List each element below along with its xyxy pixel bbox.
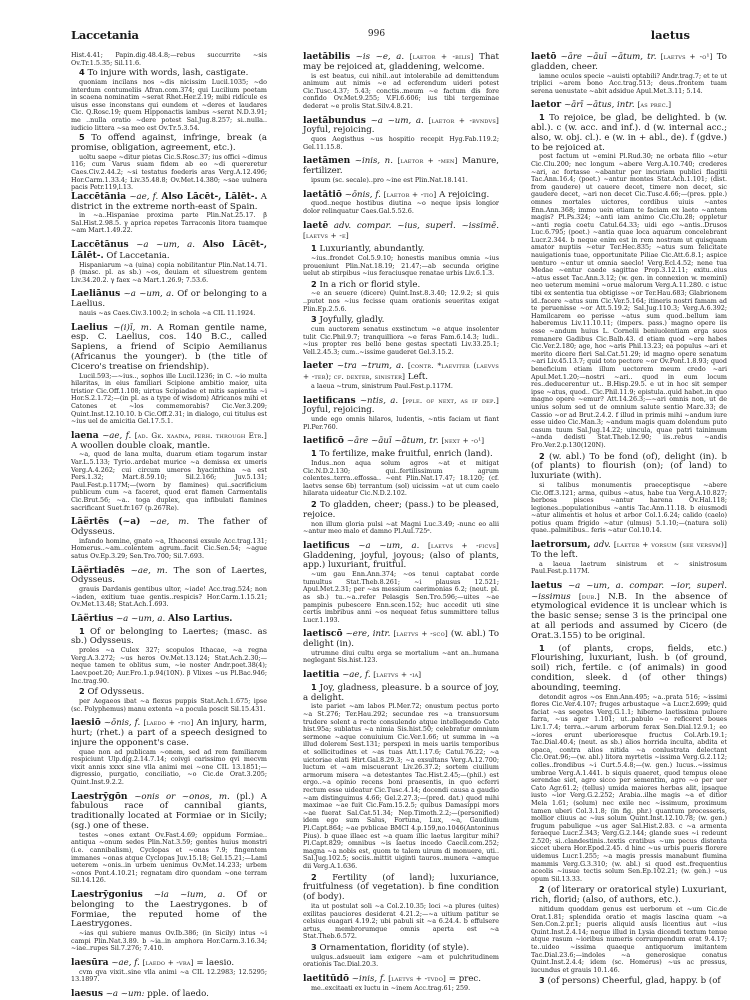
column-left: [71, 51, 268, 999]
definition: A Roman gentile name, esp. C. Laelius, cos. 140 B.C., called Sapiens, a friend of Scipio Aemilianus (Africanus the younger). b (the title of Cicero's treatise on friendship).: [71, 322, 267, 372]
etymology: [pple. of next, as if dep.]: [402, 395, 500, 405]
definition: A rejoicing.: [439, 189, 490, 200]
dictionary-entry: [303, 974, 499, 992]
sense-number: 2: [539, 884, 545, 895]
headword: laetus: [531, 579, 563, 591]
grammar-info: ~is ~e, a.: [355, 52, 405, 62]
sense-text: (of plants, crops, fields, etc.) Flourishing, luxuriant, lush. b (of ground, soil) rich, fertile. c (of animals) in good condition, sleek. d (of other things) abounding, teeming.: [531, 643, 727, 693]
definition: = prec.: [448, 973, 481, 984]
sense-text: Of or belonging to Laertes; (masc. as sb.) Odysseus.: [71, 626, 267, 647]
headword: Laccētānia: [71, 190, 127, 202]
etymology: [as prec.]: [637, 100, 672, 110]
grammar-info: adv. compar. ~ius, superl. ~issimē.: [333, 220, 499, 231]
entry-head: [71, 323, 267, 373]
entry-head: [303, 116, 499, 137]
citations: ~ias qui subiere manus Ov.Ib.386; (in Sicily) intus ~i campi Plin.Nat.3.89. b ~ia..in amphora Hor.Carm.3.16.34; ~iae..rupes Sil.7.276; 7.410.: [71, 929, 267, 953]
grammar-info: ~onis or ~onos, m.: [134, 791, 230, 802]
etymology: [ad. Gk. χλαῖνα, perh. through Etr.]: [134, 430, 268, 440]
definition: Joyful, rejoicing.: [303, 405, 375, 416]
citations: in ~a..Hispaniae proxima parte Plin.Nat.25.17. β Sal.Hist.2.98.5. γ aprica repetes Tarraconis litora tuamque ~am Mart.1.49.22.: [71, 211, 267, 235]
citations: ~um gau Enn.Ann.374; ~os tenui captabat corde tumultus Stat.Theb.8.261; ~i plausus 12.521; Apul.Met.2.31; per ~as messium caerimonias 6.2; (neut. pl. as sb.) tu..~a..refer Pelasgis Sen.Tro.596;—uites ~ae pampinis pubescere Enn.scen.152; huc accedit uti sine certis imbribus anni ~os nequeat fetus summittere tellus Lucr.1.193.: [303, 570, 499, 624]
dictionary-entry: [71, 289, 267, 317]
dictionary-entry: [303, 52, 499, 111]
definition: Manure, fertilizer.: [303, 156, 499, 177]
dictionary-entry: [303, 221, 499, 357]
citations: uulgus..adsueuit iam exigere ~am et pulchritudinem orationis Tac.Dial.20.3.: [303, 952, 499, 969]
etymology: [next + -o¹]: [441, 436, 485, 446]
entry-head: [303, 361, 499, 383]
headword: laetificō: [303, 435, 345, 447]
dictionary-entry: [71, 323, 267, 426]
grammar-info: ~a ~um, a.: [370, 115, 424, 126]
definition: A woollen double cloak, mantle.: [71, 440, 211, 451]
grammar-info: ~ae, m.: [130, 565, 168, 576]
entry-head: [71, 989, 267, 1000]
column-middle: [303, 51, 500, 992]
entry-head: [531, 581, 727, 642]
dictionary-entry: [531, 540, 727, 576]
etymology: [laetvs + -e]: [303, 231, 349, 241]
definition: That may be rejoiced at, gladdening, welcome.: [303, 52, 499, 72]
dictionary-entry: [303, 436, 499, 535]
entry-head: [71, 718, 267, 748]
sense-text: To offend against, infringe, break (a promise, obligation, agreement, etc.).: [71, 133, 267, 153]
citations: me..excitaati ex luctu in ~inem Acc.trag.61; 259.: [311, 983, 471, 992]
running-head: [71, 28, 690, 44]
grammar-info: ~ārī ~ātus, intr.: [563, 100, 635, 111]
entry-head: [531, 100, 727, 111]
sense-number: 3: [539, 975, 545, 986]
headword: laetābilis: [303, 51, 351, 62]
citations: si talibus monumentis praeceptisque ~abere Cic.Off.3.121; arma, quibus ~atus, habe tua Verg.A.10.827; herbosa pisces ~antur harena Ov.Hal.118; legiones..populationibus ~antis Tac.Ann.11.18. b eiusmodi ~atur alimentis et holus et arbor Col.1.6.24; calido (caelo) potius quam frigido ~atur (ulmus) 5.1.10;—(natura soli) quae..palmitibus.. feris ~atur Col.10.14.: [531, 480, 727, 535]
dictionary-entry: [71, 566, 267, 609]
citations: cum auctorem senatus exstinctum ~e atque insolenter tulit Cic.Phil.9.7; tranquilliora ~e feras Fam.6.14.3; ludi.. ~ius propter res bello bene gestas spectati Liv.33.25.1; Vell.2.45.3; cum..~issime gauderet Gel.3.15.2.: [303, 325, 499, 356]
headword: Laccētānus: [71, 239, 129, 251]
headword: laesūra: [71, 956, 109, 968]
sense-definition: [71, 133, 267, 154]
grammar-info: ~ōnis, f.: [344, 189, 381, 200]
entry-head: [71, 517, 267, 538]
etymology: [laedo + -tio]: [143, 718, 194, 728]
sense-number: 2: [539, 450, 545, 461]
entry-head: [71, 192, 267, 213]
sense-number: 1: [539, 112, 545, 123]
headword: laesiō: [71, 717, 101, 729]
sense-definition: [71, 627, 267, 648]
grammar-info: ~tra ~trum, a.: [336, 361, 404, 372]
citations: quoniam incilans nos ~dis nicissim Lucil.1035; ~do interdum contumeliis Afran.com.374; qui Lucilium poetam in scaena nominatim ~serat Rhet.Her.2.19; mibi ridicule es uisus esse inconstans qui eundem et ~deres et laudares Cic. Q.Rosc.19; quem Hipponactis iambus ~serat N.D.3.91; me ..nulla oratio ~dere potest Sal.Jug.8.257; si..nulla.. iudicio littera ~sa meo est Ov.Tr.5.3.54.: [71, 77, 267, 132]
headword: laetāmen: [303, 155, 351, 167]
dictionary-entry: [531, 100, 727, 535]
entry-head: [303, 221, 499, 243]
etymology: [laetvs + -sco]: [393, 629, 448, 639]
headword: laetātiō: [303, 188, 342, 200]
grammar-info: ~ae, f.: [111, 957, 140, 968]
sense-number: 1: [311, 448, 317, 459]
grammar-info: ~a ~um, a.: [115, 613, 166, 624]
headword: Lāërtiadēs: [71, 564, 125, 576]
entry-head: [71, 792, 267, 832]
citations: Lucil.593;—~ius.., sophos ille Lucil.1236; in C. ~io multa hilaritas, in eius familiari Scipione ambitio maior, uita tristior Cic.Off.1.108; uirtus Scipiadae et mitis sapientia ~i Hor.S.2.1.72;—(in pl. as a type of wisdom) Africanos mihi et Catones et ~los commemorabis? Cic.Ver.3.209; Quint.Inst.12.10.10. b Cic.Off.2.31; in dialogo, cui titulus est ~ius uel de amicitia Gel.17.5.1.: [71, 371, 268, 426]
definition: Gladdening, joyful, joyous; (also of plants, app.) luxuriant, fruitful.: [303, 550, 499, 571]
citations: iste pariet ~am labos Pl.Mer.72; onustum pectus porto ~a St.276; Ter.Hau.292; secundae res ~a transuorsum trudere solent a recte consulendo atque intellegendo Cato hist.95a; sublatus ~a nimia Sis.hist.50; celebratur omnium sermone ~aque conuiuium Cic.Ver.1.66; ut summa in ~a illud dolerem Sest.131; perspexi in meis uariis temporibus et sollicitudines et ~as tuas Att.1.17.6; Catul.76.22; ~a uictoriae elati Hirt.Gal.8.29.3; ~a exsultans Verg.A.12.700; luctum et ~am miscuerant Liv.26.37.2; sortem ciuilium armorum misera ~a detestantes Tac.Hist.2.45;—(phil.) est ergo..~a opinio recens boni praesentis, in quo ecferri rectum esse uideatur Cic.Tusc.4.14; docendi causa a gaudio ~am distinguimus 4.66; Gel.2.27.3;—(pred. dat.) quod mihi maximae ~ae fuit Cic.Fam.15.2.5; quibus Damasippi mors ~ae fuerat Sal.Cat.51.34; Nep.Timoth.2.2;—(personified) idem ego sum Salus, Fortuna, Lux, ~a, Gaudium Pl.Capt.864; ~ae pvblicae BMCI 4.p.159,no.1046(Antoninus Pius). b quae illaec est ~a quam illic laetus largitur mihi? Pl.Capt.829; omnibus ~is laetus incedo Caecil.com.252; magna ~a nobis est, quom te talem uirum di monuere, uti.. Sal.Jug.102.5; sociis..mittit uiginti tauros..munera ~amque dii Verg.A.1.636.: [303, 702, 499, 870]
headword: laetō: [531, 51, 557, 62]
dictionary-entry: [71, 192, 267, 235]
citations: infando homine, gnato ~a, Ithacensi exsule Acc.trag.131; Homerus..~am..colentem agrum..facit Cic.Sen.54; ~ague satus Ov.Ep.3.29; Sen.Tro.700; Sil.7.693.: [71, 536, 267, 560]
dictionary-entry: [303, 629, 499, 665]
dictionary-entry: [71, 989, 267, 1000]
entry-head: [303, 52, 499, 73]
etymology: [contr. *laeviter (laevvs + -ter); cf. dexter, sinister]: [303, 361, 499, 382]
citations: ~e an seuere (dicere) Quint.Inst.8.3.40; 12.9.2; si quis ..putet nos ~ius fecisse quam orationis seueritas exigat Plin.Ep.2.5.6.: [303, 289, 499, 313]
citations: is est beatus, cui nihil..aut intolerabile ad demittendum animum aut nimis ~e ad ecferendum uideri potest Cic.Tusc.4.37; 5.43; conctis..meum ~e factum dis fore confido Ov.Met.9.255; V.Fl.6.606; ius tibi tergeminae dederat ~e prolis Stat.Silv.4.8.21.: [303, 71, 499, 110]
grammar-info: adv.: [593, 540, 611, 551]
dictionary-entry: [303, 156, 499, 184]
grammar-info: ~a ~um, a.: [358, 540, 420, 551]
sense-definition: [531, 976, 727, 987]
grammar-info: ~ae, f.: [102, 430, 132, 441]
definition: The son of Laertes, Odysseus.: [71, 565, 268, 586]
sense-text: To fertilize, make fruitful, enrich (land).: [319, 449, 493, 460]
dictionary-entry: [71, 792, 267, 885]
grammar-info: ~a ~um:: [105, 988, 145, 999]
right-guideword: laetus: [650, 28, 690, 42]
grammar-info: ~inis, n.: [354, 156, 393, 167]
citations: ipsum (sc. secale)..pro ~ine est Plin.Nat.18.141.: [311, 175, 468, 184]
column-right: [531, 51, 728, 987]
headword: laetiscō: [303, 628, 343, 640]
entry-head: [71, 240, 267, 262]
headword: laena: [71, 429, 99, 441]
definition: To gladden, cheer.: [531, 52, 727, 72]
entry-head: [71, 566, 267, 587]
sense-text: (of persons) Cheerful, glad, happy. b (of: [547, 976, 721, 987]
definition: To the left.: [531, 549, 578, 560]
sense-text: Of Odysseus.: [87, 687, 145, 698]
definition: An injury, harm, hurt; (rhet.) a part of a speech designed to injure the opponent's case.: [71, 718, 268, 748]
sense-number: 1: [79, 625, 85, 636]
etymology: [laetvs + -ia]: [373, 670, 422, 680]
definition: Left.: [407, 372, 429, 383]
sense-text: Ornamentation, floridity (of style).: [319, 942, 470, 953]
sense-number: 1: [311, 243, 317, 254]
etymology: [laeter + vorsum (see versvm)]: [613, 540, 727, 550]
sense-text: (of literary or oratorical style) Luxuriant, rich, florid; (also, of authors, etc.).: [531, 885, 728, 906]
sense-text: In a rich or florid style.: [319, 279, 421, 290]
dictionary-entry: [303, 361, 499, 390]
citations: ~ius..frondet Col.5.9.10; honestis manibus omnia ~ius proueniunt Plin.Nat.18.19; 21.47;—ab secunda origine uelut ab stirpibus ~ius feraciusque renatae urbis Liv.6.1.3.: [303, 253, 499, 278]
grammar-info: ~āre ~āuī ~ātum, tr.: [560, 52, 657, 62]
headword: laetor: [531, 99, 562, 111]
citations: a laeua laetrum sinistrum et ~ sinistrosum Paul.Fest.p.117M.: [531, 559, 727, 576]
sense-text: (w. abl.) To be fond (of), delight (in). b (of plants) to flourish (on); (of land) to luxuriate (with).: [531, 451, 727, 482]
citations: ~a, quod de lana multa, duarum etiam togarum instar Var.L.5.133; Tyrio..ardebat murice ~a demissa ex umeris Verg.A.4.262; cui circum umeros hyacinthina ~a est Pers.1.32; Mart.8.59.10; Sil.2.166; Juv.5.131; Paul.Fest.p.117M;—(worn by flamines) qui..sacrificium publicum cum ~a faceret, quod erat flamen Carmentalis Cic.Brut.56; ~a.. toga duplex, qua infibulati flamines sacrificant Suet.fr.167 (p.267Re).: [71, 450, 267, 512]
sense-number: 3: [311, 314, 317, 325]
citations: post factum ut ~emini Pl.Rud.30; ne orbata filio ~etur Cic.Clu.200; nec longum ~abere Verg.A.10.740; crederes ~ari, ac fortasse ~abantur per incuriam publici flagitii Tac.Ann.16.4; (poet.) ~antur montes Stat.Ach.1.101; (dist. from gaudere) ut cauere decet, timere non decet, sic gaudere decet, ~ari non decet Cic.Tusc.4.66;—(pres. pple.) omnes mortales uictores, cordibus uiuis ~antes Enn.Ann.368; immo uein etiam te faciam ex laeto ~antem magis? Pl.Ps.324; ~anti iam animo Cic.Clu.28; oppletur ~anti regia coetu Catul.64.33; uidi ego ~antis..Drusos Luc.6.795; (poet.) ~antia quae loca aquarum concelebrant Lucr.2.344. b neque enim est in rem nostram ut quisquam amator nuptiis ~etur Ter.Hec.835; ~atus sum felicitate nauigationis tuae, opportunitate Piliae Cic.Att.6.8.1; aspice uenturo ~entur ut omnia saeclo! Verg.Ecl.4.52; nene tua Medae ~entur caede sagittae Prop.3.12.11; exitu..eius ~atus esset Tac.Ann.3.12; (w. gen. in connexion w. meminī) neo ueterum memini ~orue malorum Verg.A.11.280. c istuc tibi ex sententia tua obtigisse ~or Ter.Hau.683; Glabrionem id..facere ~atus sum Cic.Ver.5.164; itineris nostri famam ad te peruenisse ~or Att.5.19.2; Sal.Jug.110.3; Verg.A.6.392; Hamilcarem eo perisse ~atus sum quod..bellum iam haberemus Liv.11.10.11; (impers. pass.) magno opere iis esse ~andum huius L. Cornelii beniuolentiam erga suos remanere Gadibus Cic.Balb.43. d etiam quod ~ere habes Cic.Ver.2.180; age, hoc ~aris Phil.13.23; ea populus ~ari et merito dicere fieri Sal.Cat.51.29; id magno opere senatum ~ari Liv.45.13.7; quid toto pectore ~or Ov.Pont.1.8.93; quod beneficium etiam illum uectorem meum credo ~ari Apul.Met.1.20;—nostri ~ari.. quod in eum locum res..deducerentur ut.. B.Hisp.29.5. e ut in hoc sit semper ipse ~atus, quod.. Cic.Phil.11.9; epistula..quid habet..in quo magno opere ~emur? Att.14.26.3;—~ari omnis non, ut de unius solum sed ut de omnium salute sentio Marc.33; de Cassio ~or ad Brut.2.4.2. f illud in primis mihi ~andum iure esse uideo Cic.Man.3; ~andum magis quam dolendum puto casum tuum Sal.Jug.14.22; uincula, quae patri tainimum ~anda dedisti Stat.Theb.12.90; iis..rebus ~andis Fro.Ver.2.p.130(120N).: [531, 152, 727, 449]
continued-sense: [71, 68, 267, 132]
sense-text: Fertility (of land); luxuriance, fruitfulness (of vegetation). b fine condition (of body).: [303, 872, 499, 903]
citations: grauis Dardanis gentibus ultor, ~iade! Acc.trag.524; non ~iaden, exitium tuae gentis..respicis? Hor.Carm.1.15.21; Ov.Met.13.48; Stat.Ach.1.693.: [71, 585, 267, 609]
sense-number: 2: [311, 498, 317, 509]
dictionary-entry: [71, 517, 267, 560]
headword: laetābundus: [303, 114, 366, 126]
definition: (pl.) A fabulous race of cannibal giants, traditionally located at Formiae or in Sicily; (sg.) one of these.: [71, 791, 268, 831]
headword: Laeliānus: [71, 288, 121, 300]
variant-forms: Also Lācēt-, Lālēt-.: [71, 239, 267, 261]
grammar-info: ~ae, f.: [342, 670, 371, 681]
grammar-info: ~ae, f.: [129, 191, 159, 202]
entry-head: [303, 436, 499, 447]
grammar-info: ~ere, intr.: [345, 629, 391, 640]
headword: laetitia: [303, 669, 340, 681]
definition: Of Laccetania.: [106, 250, 170, 261]
entry-head: [71, 890, 267, 930]
sense-number: 4: [79, 67, 85, 78]
sense-definition: [303, 683, 499, 704]
sense-number: 2: [311, 871, 317, 882]
citations: unde ego omnis hilaros, ludentis, ~ntis faciam ut fiant Pl.Per.760.: [303, 415, 499, 431]
entry-head: [303, 396, 499, 417]
headword: Laestrȳgōn: [71, 790, 128, 802]
definition: Of or belonging to the Laestrygones. b of Formiae, the reputed home of the Laestrygones.: [71, 889, 268, 930]
citations: Indus..non aqua solum agros ~at et mitigat Cic.N.D.2.130; qui..fertilissimum agrum colentes..terra..effossa.. ~ent Plin.Nat.17.47; 18.120; (cf. laetvs sense 6b) terrantum (sol) uicissim ~at ut cum caelo hilarata uideatur Cic.N.D.2.102.: [303, 459, 499, 498]
citations: nauis ~as Caes.Civ.3.100.2; in schola ~a CIL 11.1924.: [79, 309, 256, 318]
entry-head: [303, 629, 499, 650]
citations: non illum gloria pulsi ~at Magni Luc.3.49; -nunc eo alii ~antur meo malo et damno Pl.Aul.725ᵃ.: [303, 519, 499, 536]
grammar-info: ~a ~um, a.: [123, 289, 174, 300]
definition: Joyful, rejoicing.: [303, 125, 375, 136]
grammar-info: ~(i)ī, m.: [113, 322, 152, 333]
etymology: [dub.]: [578, 591, 600, 601]
citations: quos Aegisthus ~us hospitio recepit Hyg.Fab.119.2; Gel.11.15.8.: [303, 135, 499, 151]
etymology: [laetvs + -ficvs]: [427, 540, 500, 550]
grammar-info: ~ōnis, f.: [103, 718, 141, 729]
sense-text: Joyfully, gladly.: [319, 315, 385, 326]
citations: ita ut postulat soli ~a Col.2.10.35; loci ~a plures (uites) exilitas pauciores desiderat 4.21.2;—~a uitium patitur se celsius euagari 4.19.2; ubi pabuli sit ~a 6.24.4. b effulsere artus, membrorumque omnis aperta est ~a Stat.Theb.6.572.: [303, 901, 499, 941]
dictionary-entry: [303, 541, 499, 625]
definition: Of or belonging to a Laelius.: [71, 289, 268, 310]
grammar-info: ~ia ~ium, a.: [153, 889, 226, 900]
sense-number: 1: [539, 642, 545, 653]
sense-definition: [531, 113, 727, 153]
continued-citations: Hist.4.41; Papin.dig.48.4.8;—rebus succurrite ~sis Ov.Tr.1.5.35; Sil.11.6.: [71, 51, 267, 67]
entry-head: [531, 52, 727, 73]
sense-number: 1: [311, 681, 317, 692]
dictionary-entry: [71, 240, 267, 284]
sense-text: Luxuriantly, abundantly.: [319, 244, 425, 255]
dictionary-entry: [303, 670, 499, 969]
headword: laetē: [303, 219, 329, 231]
grammar-info: ~inis, f.: [351, 973, 386, 984]
headword: Lāërtēs (~a): [71, 516, 141, 528]
etymology: [laedo + -vra]: [142, 957, 194, 967]
sense-text: To rejoice, be glad, be delighted. b (w. abl.). c (w. acc. and inf.). d (w. internal acc.; also, w. obj. cl.). e (w. in + abl., de). f (gdve.) to be rejoiced at.: [531, 113, 727, 153]
dictionary-entry: [303, 396, 499, 432]
citations: quae non ad publicam ~onem, sed ad rem familiarem respiciunt Ulp.dig.2.14.7.14; coivgi carissimo qvi mecvm vixit annis xxxx sine vlla animi mei ~one CIL 13.1851;—digressio, purgatio, conciliatio, ~o Cic.de Orat.3.205; Quint.Inst.9.2.2.: [71, 747, 267, 786]
page-number: 996: [367, 29, 386, 39]
sense-number: 2: [79, 686, 85, 697]
dictionary-entry: [71, 890, 267, 953]
definition: (w. abl.) To delight (in).: [303, 629, 500, 650]
sense-number: 3: [311, 941, 317, 952]
citations: uoltu saepe ~ditur pietas Cic.S.Rosc.37; ius offici ~dimus 116; cum Varus suam fidem ab eo ~di quereretur Caes.Civ.2.44.2; ~si testatus foederis aras Verg.A.12.496; Hor.Carm.1.33.4; Liv.35.48.8; Ov.Met.14.380; ~sae uulnera pacis Petr.119,l.13.: [71, 152, 267, 192]
entry-head: [303, 541, 499, 571]
citations: utrumne diui cultu erga se mortalium ~ant an..humana neglegant Sis.hist.123.: [303, 648, 499, 665]
variant-forms: Also Lartius.: [167, 612, 233, 624]
dictionary-entry: [71, 614, 267, 713]
entry-head: [531, 540, 727, 561]
sense-definition: [531, 644, 727, 694]
entry-head: [303, 156, 499, 177]
etymology: [laetor + -bvndvs]: [428, 115, 499, 125]
headword: laesus: [71, 987, 103, 999]
headword: Laestrȳgonius: [71, 888, 143, 900]
definition: A district in the extreme north-east of Spain.: [71, 191, 267, 212]
dictionary-entry: [71, 718, 267, 786]
headword: laetificus: [303, 539, 350, 551]
headword: laetrorsum,: [531, 539, 591, 551]
continued-sense: [71, 133, 267, 192]
citations: testes ~ones extant Ov.Fast.4.69; oppidum Formiae.. antiqua ~onum sedes Plin.Nat.3.59; gentes huius monstri (i.e. cannibalism), Cyclopas et ~onas 7.9; fingentem immanes ~onas atque Cyclopas Juv.15.18; Gel.15.21;—Lamī ueterem ~onis..in urbem uenimus Ov.Met.14.233; urbem ~onos Pont.4.10.21; regnatam diro quondam ~one terram Sil.14.126.: [71, 830, 267, 885]
grammar-info: ~a ~um, a.: [136, 240, 196, 251]
sense-definition: [303, 873, 499, 903]
headword: laetificans: [303, 394, 356, 406]
citations: cvm qva vixit..sine vlla animi ~a CIL 12.2983; 12.5295; 13.1897.: [71, 967, 267, 984]
etymology: [laetor + -bilis]: [409, 52, 474, 61]
dictionary-entry: [71, 958, 267, 984]
definition: = laesio.: [196, 957, 235, 968]
entry-head: [71, 614, 267, 625]
sense-text: Joy, gladness, pleasure. b a source of joy, a delight.: [303, 682, 499, 703]
citations: nitidum quoddam genus est uerborum et ~um Cic.de Orat.1.81; splendida oratio et magis lascina quam ~a Sen.Con.2.pr.1; pueris aliquid ausis licentius aut ~ius Quint.Inst.2.4.14; neque illud in Lysia dicendi textum tenue atque rasum ~ioribus numeris corrumpendum erat 9.4.17; te..uideo ~issima quaeque antiquorum imitantem Tac.Dial.23.6;—indoles ~a generosique conatus Quint.Inst.2.4.4; idem (sc. Homerus) ~us ac pressus, iucundus et grauis 10.1.46.: [531, 905, 727, 974]
headword: Lāërtius: [71, 612, 114, 624]
definition: pple. of laedo.: [147, 988, 209, 999]
dictionary-entry: [531, 581, 727, 987]
sense-text: To gladden, cheer; (pass.) to be pleased, rejoice.: [303, 499, 499, 520]
usage-note: N.B. In the absence of etymological evidence it is unclear which is the basic sense; sense 3 is the principal one at all periods and assumed by Cicero (de Orat.3.155) to be original.: [531, 591, 728, 641]
definition: The father of Odysseus.: [71, 517, 267, 537]
citations: detondit agros ~os Enn.Ann.495; ~a..prata 516; ~issimi flores Cic.Ver.4.107; fruges arbustaque ~a Lucr.2.699; quid faciat ~as segetes Verg.G.1.1; hiberno laetissima puluere farra, ~us ager 1.101; ut..pabulo ~o reficeret boues Liv.1.7.4; terra..~arum arborum ferax Sen.Dial.12.9.1; eo ~iores erunt uberioresque fructus Col.Arb.19.1; Tac.Dial.40.4; (neut. as sb.) alios horrida inculta, abdita et opaca, contra alios nitida ~a conlustrata delectant Cic.Orat.96;—(w. abl.) litora myrtetis ~issima Verg.G.2.112; colles..frondibus ~i Curt.5.4.8;—(w. gen.) lucus..~issimus umbrae Verg.A.1.441. b siquis quaeret, quod tempus oleae serendae siet, agro siccо per sementim, agro ~o per uer Cato Agr.61.2; (tellus) umida maiores herbas alit, ipsaque iusto ~ior Verg.G.2.252; Arabia..ilhe magis ~a et ditior Mela 1.61; (solum) nec exile nec ~issimum, proximum tamen uberi Col.3.1.8; (in fig. phr.) quantum processeris, mollior cliuus ac ~ius solum Quint.Inst.12.10.78; (w. gen.) frugum pabulique ~us ager Sal.Hist.2.83. c ~a armenta feraeque Lucr.2.343; Verg.G.2.144; glande sues ~i redeunt 2.520; si..clandestinis..textis cratibus ~um pecus distenta siccet ubera Hor.Epod.2.45. d hinc ~us urbis pueris florere uidemus Lucr.1.255; ~a magis pressis manabunt flumina mammis Verg.G.3.310; (w. abl.) si quod est..frequentius aceolis ~iusue tectis solum Sen.Ep.102.21; (w. gen.) ~us opum Sil.13.33.: [531, 692, 727, 883]
grammar-info: ~ae, m.: [149, 517, 190, 528]
dictionary-entry: [531, 52, 727, 95]
etymology: [laetvs + -tvdo]: [388, 973, 447, 983]
sense-definition: [303, 500, 499, 521]
citations: proles ~a Culex 327; scopulos Ithacae, ~a regna Verg.A.3.272; ~us heros Ov.Met.13.124; Stat.Ach.2.30;—neque tamen te oblitus sum, ~ie noster Andr.poet.38(4); Laev.poet.20; Aur.Fro.1.p.94(10N). β Vlixes ~us Pl.Bac.946; Inc.trag.90.: [71, 646, 267, 685]
headword: laetitūdō: [303, 972, 350, 984]
headword: Laelius: [71, 321, 108, 333]
sense-number: 2: [311, 278, 317, 289]
dictionary-entry: [303, 116, 499, 152]
citations: a laeua ~trum, sinistrum Paul.Fest.p.117M.: [311, 382, 453, 391]
left-guideword: Laccetania: [71, 28, 139, 42]
headword: laeter: [303, 360, 333, 372]
etymology: [laetvs + -o¹]: [660, 52, 713, 61]
citations: quod..neque hostibus diutina ~o neque ipsis longior dolor relinquatur Caes.Gal.5.52.6.: [303, 199, 499, 215]
sense-text: To injure with words, lash, castigate.: [87, 68, 249, 79]
grammar-info: ~ntis, a.: [359, 395, 399, 406]
entry-head: [303, 670, 499, 681]
entry-head: [71, 289, 267, 310]
grammar-info: ~a ~um, a. compar. ~ior, superl. ~issimus: [531, 580, 727, 602]
etymology: [laetor + -men]: [397, 156, 458, 166]
grammar-info: ~āre ~āuī ~ātum, tr.: [346, 436, 439, 447]
citations: iamne oculos specie ~auisti optabili? Andr.trag.7; et te ut triplici ~arem bono Acc.trag.513; deus..frontem tuam serena uenustate ~abit adsidue Apul.Met.3.11; 5.14.: [531, 71, 727, 95]
citations: Hispaniarum ~a (uina) copia nobilitantur Plin.Nat.14.71. β (masc. pl. as sb.) ~os, deuiam et siluestrem gentem Liv.34.20.2. γ faex ~a Mart.1.26.9; 7.53.6.: [71, 260, 267, 284]
sense-definition: [531, 452, 727, 482]
dictionary-entry: [303, 190, 499, 216]
variant-forms: Also Lācēt-, Lālēt-.: [161, 190, 258, 202]
entry-head: [71, 431, 267, 452]
etymology: [laetor + -tio]: [383, 189, 437, 199]
citations: per Aegaeos ibat ~a flexus puppis Stat.Ach.1.675; ipse (sc. Polyphemus) manu extenta ~a pocula poscit Sil.15.431.: [71, 697, 267, 713]
sense-definition: [531, 885, 727, 906]
dictionary-entry: [71, 431, 267, 512]
sense-number: 5: [79, 132, 85, 143]
